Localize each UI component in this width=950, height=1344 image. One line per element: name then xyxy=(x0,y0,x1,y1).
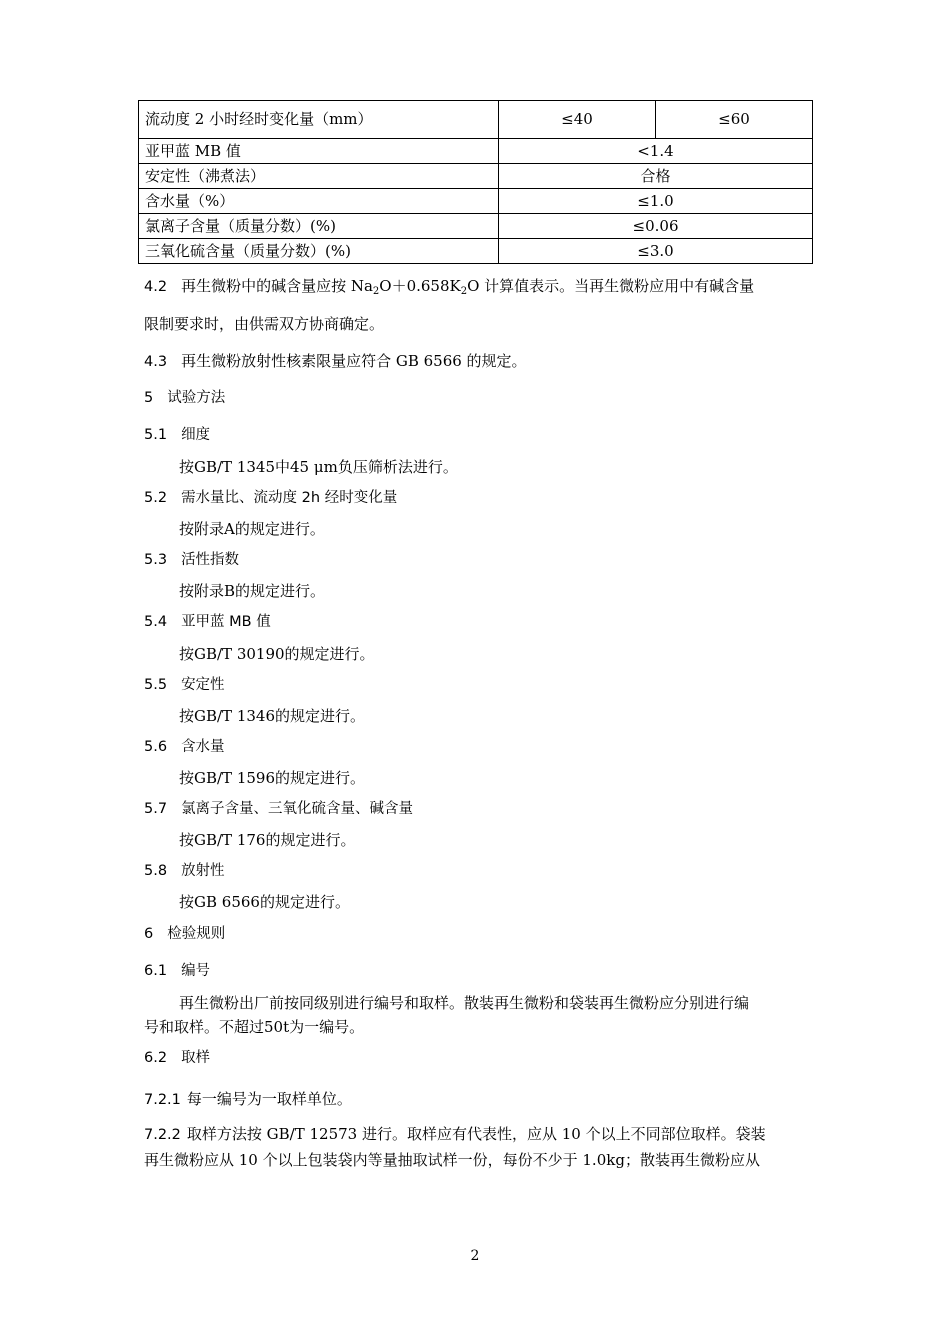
subsection-body: 按GB 6566的规定进行。 xyxy=(179,893,350,911)
subsection-number: 5.1 xyxy=(144,427,168,443)
subsection-heading xyxy=(144,1051,210,1066)
section-number: 6 xyxy=(144,926,154,942)
table-cell-value: <1.4 xyxy=(499,139,813,164)
section-number: 5 xyxy=(144,390,154,406)
clause-text: 取样方法按 GB/T 12573 进行。取样应有代表性，应从 10 个以上不同部位取样。袋装 xyxy=(186,1125,766,1143)
table-cell-value: ≤60 xyxy=(656,101,813,139)
subscript: 2 xyxy=(460,286,468,297)
table-row xyxy=(139,189,813,214)
table-cell-item: 氯离子含量（质量分数）(%) xyxy=(139,214,499,239)
clause-number: 4.2 xyxy=(144,279,168,295)
subsection-body: 按GB/T 1345中45 μm负压筛析法进行。 xyxy=(179,458,458,476)
table-cell-item: 三氧化硫含量（质量分数）(%) xyxy=(139,239,499,264)
clause-text: 再生微粉中的碱含量应按 Na xyxy=(181,277,373,295)
subsection-heading xyxy=(144,964,210,979)
table-cell-item: 含水量（%） xyxy=(139,189,499,214)
subsection-title: 取样 xyxy=(181,1050,211,1066)
clause-4-3 xyxy=(144,354,527,370)
subsection-title: 编号 xyxy=(181,963,211,979)
subsection-title: 活性指数 xyxy=(181,552,240,568)
table-cell-value: ≤3.0 xyxy=(499,239,813,264)
table-cell-item: 安定性（沸煮法） xyxy=(139,164,499,189)
table-row xyxy=(139,239,813,264)
subsection-title: 需水量比、流动度 2h 经时变化量 xyxy=(181,490,398,506)
table-cell-value: ≤40 xyxy=(499,101,656,139)
subsection-heading xyxy=(144,802,413,817)
subsection-number: 5.7 xyxy=(144,801,168,817)
subsection-heading xyxy=(144,678,225,693)
subsection-heading xyxy=(144,740,225,755)
table-cell-value: ≤1.0 xyxy=(499,189,813,214)
subsection-number: 5.2 xyxy=(144,490,168,506)
subsection-title: 氯离子含量、三氧化硫含量、碱含量 xyxy=(181,801,414,817)
section-heading xyxy=(144,391,225,406)
clause-number: 7.2.1 xyxy=(144,1092,181,1108)
subsection-heading xyxy=(144,615,271,630)
subsection-heading xyxy=(144,864,225,879)
subsection-body: 按附录B的规定进行。 xyxy=(179,582,326,600)
section-title: 检验规则 xyxy=(167,926,226,942)
clause-7-2-1 xyxy=(144,1092,352,1108)
subsection-body: 按GB/T 176的规定进行。 xyxy=(179,831,356,849)
table-cell-item: 亚甲蓝 MB 值 xyxy=(139,139,499,164)
spec-table xyxy=(138,100,813,264)
section-title: 试验方法 xyxy=(167,390,226,406)
subsection-title: 亚甲蓝 MB 值 xyxy=(181,614,271,630)
subsection-body: 按GB/T 30190的规定进行。 xyxy=(179,645,375,663)
subsection-body-line: 号和取样。不超过50t为一编号。 xyxy=(144,1018,365,1036)
clause-4-2-line1 xyxy=(144,279,754,295)
clause-text: 再生微粉放射性核素限量应符合 GB 6566 的规定。 xyxy=(181,352,527,370)
subsection-number: 6.2 xyxy=(144,1050,168,1066)
table-row xyxy=(139,214,813,239)
subsection-body: 按GB/T 1346的规定进行。 xyxy=(179,707,366,725)
clause-number: 4.3 xyxy=(144,354,168,370)
table-cell-value: 合格 xyxy=(499,164,813,189)
subsection-body-line: 再生微粉出厂前按同级别进行编号和取样。散装再生微粉和袋装再生微粉应分别进行编 xyxy=(179,994,750,1012)
page-number: 2 xyxy=(470,1248,480,1264)
subsection-number: 6.1 xyxy=(144,963,168,979)
subsection-body: 按附录A的规定进行。 xyxy=(179,520,325,538)
subsection-body: 按GB/T 1596的规定进行。 xyxy=(179,769,366,787)
table-cell-value: ≤0.06 xyxy=(499,214,813,239)
subscript: 2 xyxy=(372,286,380,297)
clause-number: 7.2.2 xyxy=(144,1127,181,1143)
table-cell-item: 流动度 2 小时经时变化量（mm） xyxy=(139,101,499,139)
subsection-number: 5.5 xyxy=(144,677,168,693)
subsection-number: 5.4 xyxy=(144,614,168,630)
clause-text: O＋0.658K xyxy=(379,277,461,295)
table-row xyxy=(139,101,813,139)
subsection-number: 5.6 xyxy=(144,739,168,755)
subsection-title: 放射性 xyxy=(181,863,225,879)
subsection-title: 含水量 xyxy=(181,739,225,755)
clause-7-2-2-line1 xyxy=(144,1127,766,1143)
subsection-heading xyxy=(144,491,397,506)
table-row xyxy=(139,164,813,189)
section-heading xyxy=(144,927,225,942)
subsection-title: 细度 xyxy=(181,427,211,443)
clause-7-2-2-line2: 再生微粉应从 10 个以上包装袋内等量抽取试样一份，每份不少于 1.0kg；散装再生微粉应从 xyxy=(144,1151,760,1169)
clause-text: O 计算值表示。当再生微粉应用中有碱含量 xyxy=(467,277,755,295)
table-row xyxy=(139,139,813,164)
clause-text: 每一编号为一取样单位。 xyxy=(186,1090,352,1108)
clause-4-2-line2: 限制要求时，由供需双方协商确定。 xyxy=(144,315,385,333)
subsection-heading xyxy=(144,553,239,568)
subsection-title: 安定性 xyxy=(181,677,225,693)
subsection-number: 5.3 xyxy=(144,552,168,568)
subsection-number: 5.8 xyxy=(144,863,168,879)
subsection-heading xyxy=(144,428,210,443)
